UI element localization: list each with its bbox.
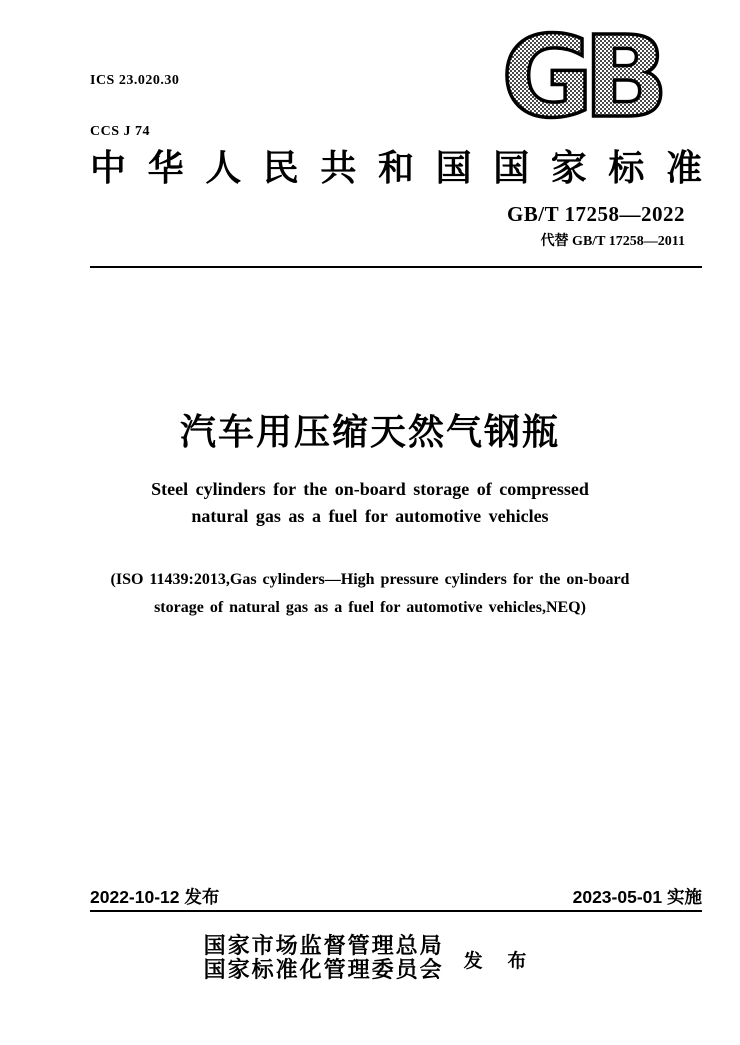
implementation-date: 2023-05-01 实施 [572,887,702,907]
publisher-line2: 国家标准化管理委员会 [203,957,444,982]
ics-code: ICS 23.020.30 [90,73,180,88]
footer-divider-line [90,910,702,912]
gb-logo-icon [494,30,666,122]
dates-row [90,884,702,909]
standard-number: GB/T 17258—2022 [506,202,685,226]
document-title-chinese: 汽车用压缩天然气钢瓶 [179,411,560,452]
header-divider-line [90,266,702,268]
iso-reference [0,566,740,622]
issue-date: 2022-10-12 发布 [90,887,220,907]
title-english-line2: natural gas as a fuel for automotive vehicles [191,506,549,526]
publish-label: 发 布 [463,950,537,972]
national-standard-header: 中华人民共和国国家标准 [90,148,702,188]
publisher-line1: 国家市场监督管理总局 [203,933,444,958]
replaces-note: 代替 GB/T 17258—2011 [540,234,685,249]
iso-reference-line1: (ISO 11439:2013,Gas cylinders—High pressure cylinders for the on-board [110,571,630,588]
publisher-block [0,934,740,982]
gb-logo-text: GB [501,30,659,122]
title-english-line1: Steel cylinders for the on-board storage of compressed [151,479,589,499]
publisher-names [204,934,444,982]
iso-reference-line2: storage of natural gas as a fuel for automotive vehicles,NEQ) [154,599,586,616]
ccs-code: CCS J 74 [90,124,151,139]
document-title-english [0,476,740,530]
